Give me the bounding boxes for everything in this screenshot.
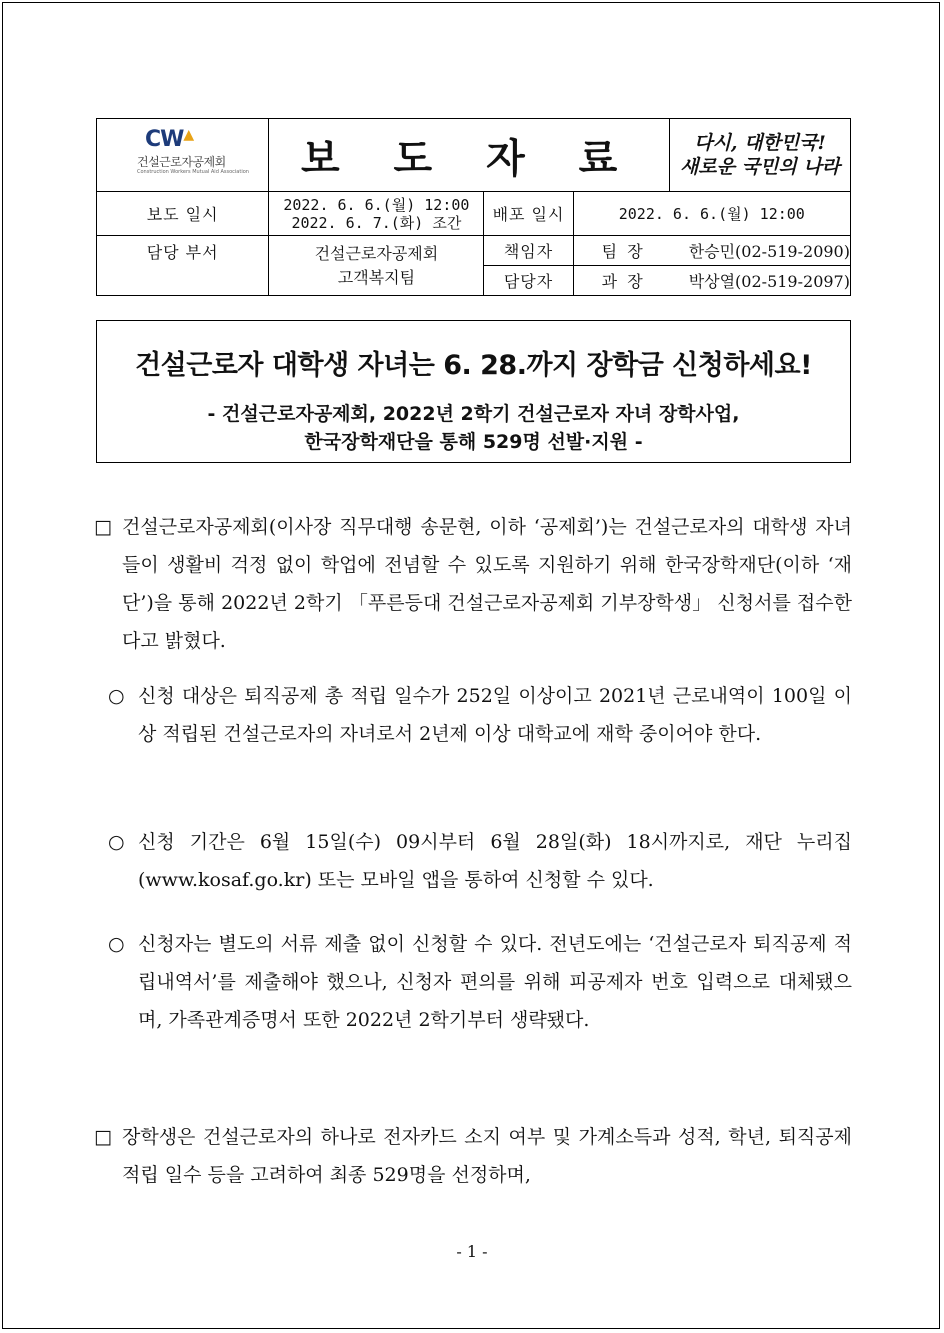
department-line-2: 고객복지팀 xyxy=(337,267,416,287)
paragraph-4-text: 신청자는 별도의 서류 제출 없이 신청할 수 있다. 전년도에는 ‘건설근로자 퇴직공제 적립내역서’를 제출해야 했으나, 신청자 편의를 위해 피공제자 번호 입력으로 대체됐으며, 가족관계증명서 또한 2022년 2학기부터 생략됐다. xyxy=(138,933,852,1031)
paragraph-5-text: 장학생은 건설근로자의 하나로 전자카드 소지 여부 및 가계소득과 성적, 학년, 퇴직공제 적립 일수 등을 고려하여 최종 529명을 선정하며, xyxy=(122,1126,852,1186)
staff-label: 담당자 xyxy=(484,266,573,296)
document-title: 보 도 자 료 xyxy=(269,119,670,192)
paragraph-3-text: 신청 기간은 6월 15일(수) 09시부터 6월 28일(화) 18시까지로, 재단 누리집(www.kosaf.go.kr) 또는 모바일 앱을 통하여 신청할 수 있다. xyxy=(138,831,852,891)
paragraph-2 xyxy=(108,677,852,753)
release-label: 보도 일시 xyxy=(97,192,269,236)
paragraph-1 xyxy=(94,508,852,660)
org-name-kr: 건설근로자공제회 xyxy=(137,155,226,169)
slogan-line-1: 다시, 대한민국! xyxy=(694,132,826,154)
org-name-en: Construction Workers Mutual Aid Association xyxy=(137,169,249,175)
headline-box xyxy=(96,320,851,463)
release-date-cell xyxy=(269,192,484,236)
square-bullet-icon: □ xyxy=(94,516,112,538)
distribution-label: 배포 일시 xyxy=(484,192,573,236)
manager-cell xyxy=(573,236,850,266)
distribution-date: 2022. 6. 6.(월) 12:00 xyxy=(573,192,850,236)
headline-sub xyxy=(97,400,850,456)
manager-label: 책임자 xyxy=(484,236,573,266)
paragraph-3 xyxy=(108,823,852,899)
circle-bullet-icon: ○ xyxy=(108,831,125,853)
cw-logo-icon: CW▲ xyxy=(145,127,194,152)
headline-sub-line-2: 한국장학재단을 통해 529명 선발·지원 - xyxy=(304,431,643,453)
department-line-1: 건설근로자공제회 xyxy=(314,243,439,263)
release-date: 2022. 6. 6.(월) 12:00 xyxy=(283,195,470,214)
paragraph-4 xyxy=(108,925,852,1039)
manager-position: 팀 장 xyxy=(601,242,643,261)
department-label: 담당 부서 xyxy=(97,236,269,296)
paragraph-1-text: 건설근로자공제회(이사장 직무대행 송문현, 이하 ‘공제회’)는 건설근로자의 대학생 자녀들이 생활비 걱정 없이 학업에 전념할 수 있도록 지원하기 위해 한국장학재단(이하 ‘재단’)을 통해 2022년 2학기 「푸른등대 건설근로자공제회 기부장학생」 신청서를 접수한다고 밝혔다. xyxy=(122,516,852,652)
manager-contact: 한승민(02-519-2090) xyxy=(688,242,850,261)
circle-bullet-icon: ○ xyxy=(108,933,125,955)
slogan xyxy=(669,119,850,192)
paragraph-5 xyxy=(94,1118,852,1194)
press-release-header-table xyxy=(96,118,851,296)
square-bullet-icon: □ xyxy=(94,1126,112,1148)
staff-position: 과 장 xyxy=(601,272,643,291)
department-cell xyxy=(269,236,484,296)
page-number: - 1 - xyxy=(456,1242,488,1261)
headline-sub-line-1: - 건설근로자공제회, 2022년 2학기 건설근로자 자녀 장학사업, xyxy=(207,403,740,425)
slogan-line-2: 새로운 국민의 나라 xyxy=(679,156,841,178)
logo-cell xyxy=(97,119,269,192)
staff-contact: 박상열(02-519-2097) xyxy=(688,272,850,291)
release-note: 2022. 6. 7.(화) 조간 xyxy=(291,213,462,232)
staff-cell xyxy=(573,266,850,296)
headline-main: 건설근로자 대학생 자녀는 6. 28.까지 장학금 신청하세요! xyxy=(135,350,812,381)
circle-bullet-icon: ○ xyxy=(108,685,125,707)
paragraph-2-text: 신청 대상은 퇴직공제 총 적립 일수가 252일 이상이고 2021년 근로내역이 100일 이상 적립된 건설근로자의 자녀로서 2년제 이상 대학교에 재학 중이어야 한다. xyxy=(138,685,852,745)
